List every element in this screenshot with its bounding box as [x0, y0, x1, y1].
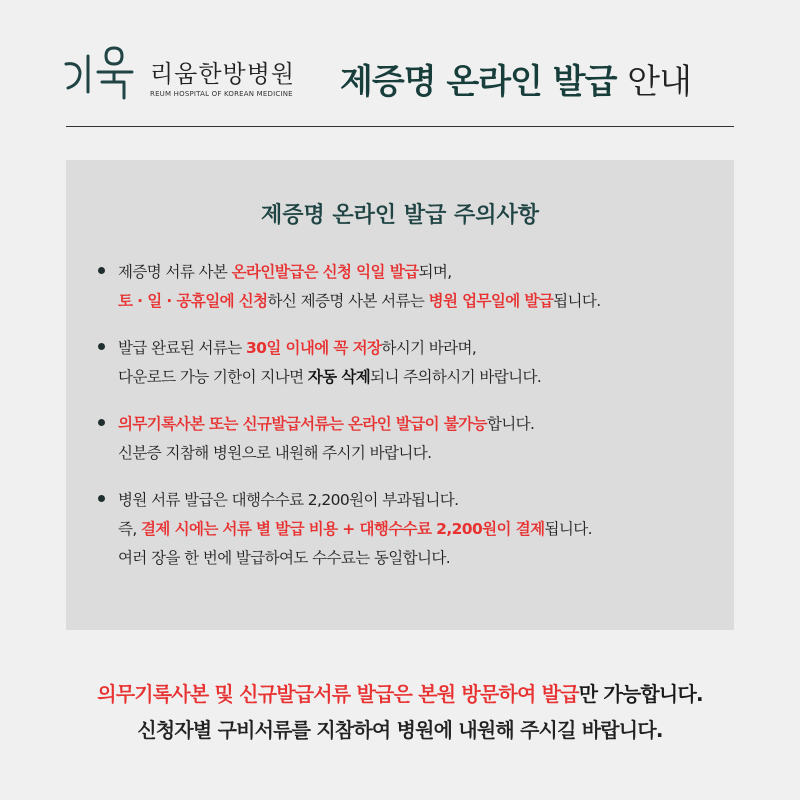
notice-item-save-period	[98, 334, 718, 392]
notice-line	[118, 410, 718, 439]
text-segment: 합니다.	[486, 415, 535, 433]
notice-line: 여러 장을 한 번에 발급하여도 수수료는 동일합니다.	[118, 549, 451, 567]
title-light: 안내	[627, 62, 691, 102]
notice-title: 제증명 온라인 발급 주의사항	[260, 203, 539, 228]
notice-line	[118, 515, 718, 544]
highlight-text: 결제 시에는 서류 별 발급 비용 + 대행수수료 2,200원이 결제	[141, 520, 545, 538]
bullet-icon	[98, 267, 105, 274]
notice-line	[118, 258, 718, 287]
bullet-icon	[98, 495, 105, 502]
notice-item-offline-only	[98, 410, 718, 468]
highlight-text: 30일 이내에 꼭 저장	[245, 339, 382, 357]
text-segment: 하시기 바라며,	[381, 339, 477, 357]
bold-text: 자동 삭제	[307, 368, 371, 386]
footer-line: 신청자별 구비서류를 지참하여 병원에 내원해 주시길 바랍니다.	[137, 718, 663, 742]
notice-line: 신분증 지참해 병원으로 내원해 주시기 바랍니다.	[118, 444, 432, 462]
notice-line	[118, 287, 718, 316]
logo-subtext: REUM HOSPITAL OF KOREAN MEDICINE	[150, 90, 293, 98]
text-segment: 하신 제증명 사본 서류는	[267, 292, 429, 310]
footer-notice	[0, 676, 800, 748]
highlight-text: 의무기록사본 또는 신규발급서류는 온라인 발급이 불가능	[118, 415, 487, 433]
header	[62, 38, 742, 108]
hospital-logo-icon	[62, 42, 138, 102]
notice-item-online-issue	[98, 258, 718, 316]
highlight-text: 토 · 일 · 공휴일에 신청	[118, 292, 268, 310]
page-title	[340, 54, 691, 103]
footer-line	[0, 676, 800, 712]
highlight-text: 온라인발급은 신청 익일 발급	[231, 263, 419, 281]
text-segment: 됩니다.	[553, 292, 601, 310]
bullet-icon	[98, 343, 105, 350]
text-segment: 발급 완료된 서류는	[118, 339, 246, 357]
notice-list	[98, 258, 718, 591]
text-segment: 되며,	[418, 263, 452, 281]
highlight-text: 의무기록사본 및 신규발급서류 발급은 본원 방문하여 발급	[97, 682, 579, 706]
bullet-icon	[98, 419, 105, 426]
header-divider	[66, 126, 734, 127]
text-segment: 만 가능합니다.	[578, 682, 703, 706]
text-segment: 즉,	[118, 520, 142, 538]
text-segment: 되니 주의하시기 바랍니다.	[370, 368, 542, 386]
notice-box	[66, 160, 734, 630]
notice-line	[118, 334, 718, 363]
text-segment: 됩니다.	[544, 520, 592, 538]
title-main: 제증명 온라인 발급	[340, 62, 628, 102]
notice-line: 병원 서류 발급은 대행수수료 2,200원이 부과됩니다.	[118, 491, 459, 509]
text-segment: 다운로드 가능 기한이 지나면	[118, 368, 308, 386]
highlight-text: 병원 업무일에 발급	[428, 292, 554, 310]
notice-line	[118, 363, 718, 392]
notice-item-fee	[98, 486, 718, 573]
text-segment: 제증명 서류 사본	[118, 263, 232, 281]
logo-text: 리움한방병원	[150, 60, 296, 88]
